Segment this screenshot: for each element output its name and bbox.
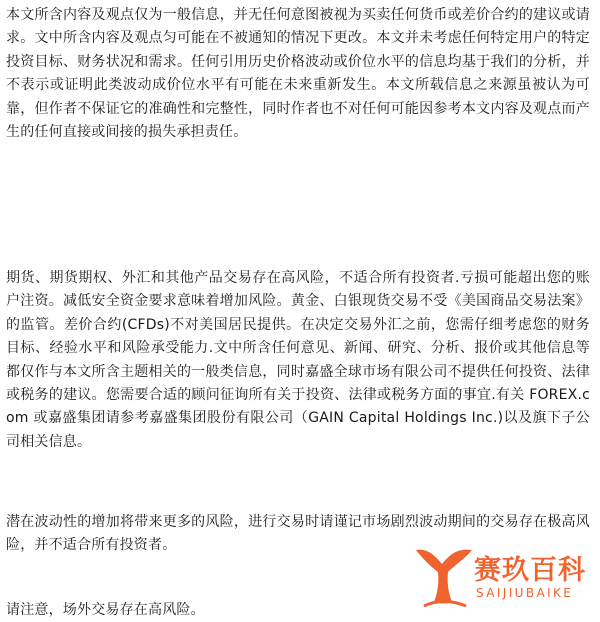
watermark bbox=[412, 542, 600, 622]
disclaimer-paragraph-otc-risk: 请注意，场外交易存在高风险。 bbox=[6, 602, 205, 618]
disclaimer-paragraph-volatility: 潜在波动性的增加将带来更多的风险，进行交易时请谨记市场剧烈波动期间的交易存在极高风险，并不适合所有投资者。 bbox=[6, 514, 590, 554]
whale-tail-logo-icon bbox=[412, 542, 476, 612]
watermark-subtitle: SAIJIUBAIKE bbox=[476, 586, 574, 600]
watermark-title: 赛玖百科 bbox=[474, 555, 586, 586]
disclaimer-paragraph-risk-warning: 期货、期货期权、外汇和其他产品交易存在高风险，不适合所有投资者.亏损可能超出您的账户注资。减低安全资金要求意味着增加风险。黄金、白银现货交易不受《美国商品交易法案》的监管。差价合约(CFDs)不对美国居民提供。在决定交易外汇之前，您需仔细考虑您的财务目标、经验水平和风险承受能力.文中所含任何意见、新闻、研究、分析、报价或其他信息等都仅作与本文所含主题相关的一般类信息，同时嘉盛全球市场有限公司不提供任何投资、法律或税务的建议。您需要合适的顾问征询所有关于投资、法律或税务方面的事宜.有关 FOREX.com 或嘉盛集团请参考嘉盛集团股份有限公司（GAIN Capital Holdings Inc.)以及旗下子公司相关信息。 bbox=[6, 270, 590, 450]
disclaimer-paragraph-general-info: 本文所含内容及观点仅为一般信息，并无任何意图被视为买卖任何货币或差价合约的建议或请求。文中所含内容及观点匀可能在不被通知的情况下更改。本文并未考虑任何特定用户的特定投资目标、财务状况和需求。任何引用历史价格波动或价位水平的信息均基于我们的分析，并不表示或证明此类波动成价位水平有可能在未来重新发生。本文所载信息之来源虽被认为可靠，但作者不保证它的准确性和完整性，同时作者也不对任何可能因参考本文内容及观点而产生的任何直接或间接的损失承担责任。 bbox=[6, 7, 590, 141]
